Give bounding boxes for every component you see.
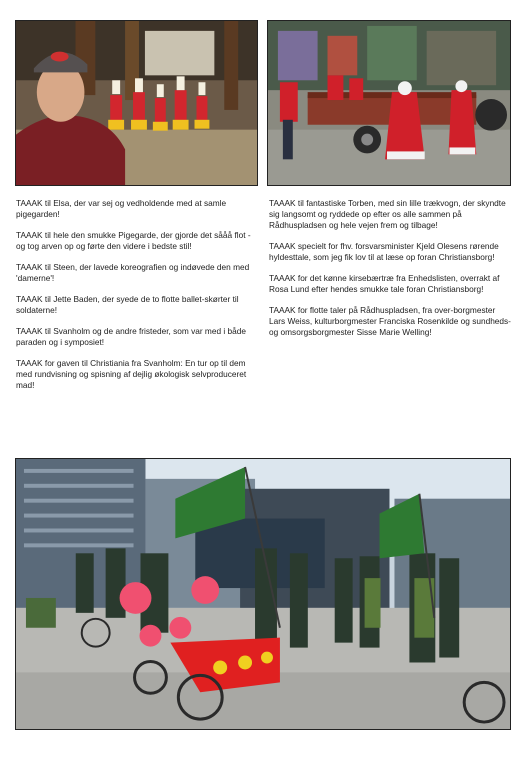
thank-you-paragraph: TAAAK til Elsa, der var sej og vedholdende med at samle pigegarden!	[16, 198, 227, 220]
thank-you-column-right	[269, 198, 512, 348]
thank-you-paragraph: TAAAK til Steen, der lavede koreografien og indøvede den med 'damerne'!	[16, 261, 250, 284]
thank-you-paragraph: TAAAK for det kønne kirsebærtræ fra Enhedslisten, overrakt af Rosa Lund efter hendes smukke tale foran Christiansborg!	[269, 273, 500, 295]
photo-pigegarde-dancers	[15, 20, 258, 186]
thank-you-column-left	[16, 198, 259, 401]
photo-santas-cart	[267, 20, 511, 186]
thank-you-paragraph: TAAAK til fantastiske Torben, med sin lille trækvogn, der skyndte sig langsomt og ryddede op efter os alle sammen på Rådhuspladsen og hele vejen frem og tilbage!	[269, 198, 506, 231]
thank-you-paragraph: TAAAK til Svanholm og de andre fristeder, som var med i både paraden og i symposiet!	[16, 325, 246, 347]
thank-you-paragraph: TAAAK specielt for fhv. forsvarsminister Kjeld Olesens rørende hyldesttale, som jeg fik lov til at læse op foran Christiansborg!	[269, 241, 499, 263]
thank-you-paragraph: TAAAK for gaven til Christiania fra Svanholm: En tur op til dem med rundvisning og spisning af dejlig økologisk selvproduceret mad!	[16, 357, 247, 390]
photo-parade-flags	[15, 458, 511, 730]
thank-you-paragraph: TAAAK for flotte taler på Rådhuspladsen, fra over-borgmester Lars Weiss, kulturborgmester Franciska Rosenkilde og sundheds- og omsorgsborgmester Sisse Marie Welling!	[269, 304, 511, 338]
thank-you-paragraph: TAAAK til Jette Baden, der syede de to flotte ballet-skørter til soldaterne!	[16, 293, 239, 315]
thank-you-paragraph: TAAAK til hele den smukke Pigegarde, der gjorde det sååå flot - og tog arven op og førte den videre i bedste stil!	[16, 229, 251, 252]
